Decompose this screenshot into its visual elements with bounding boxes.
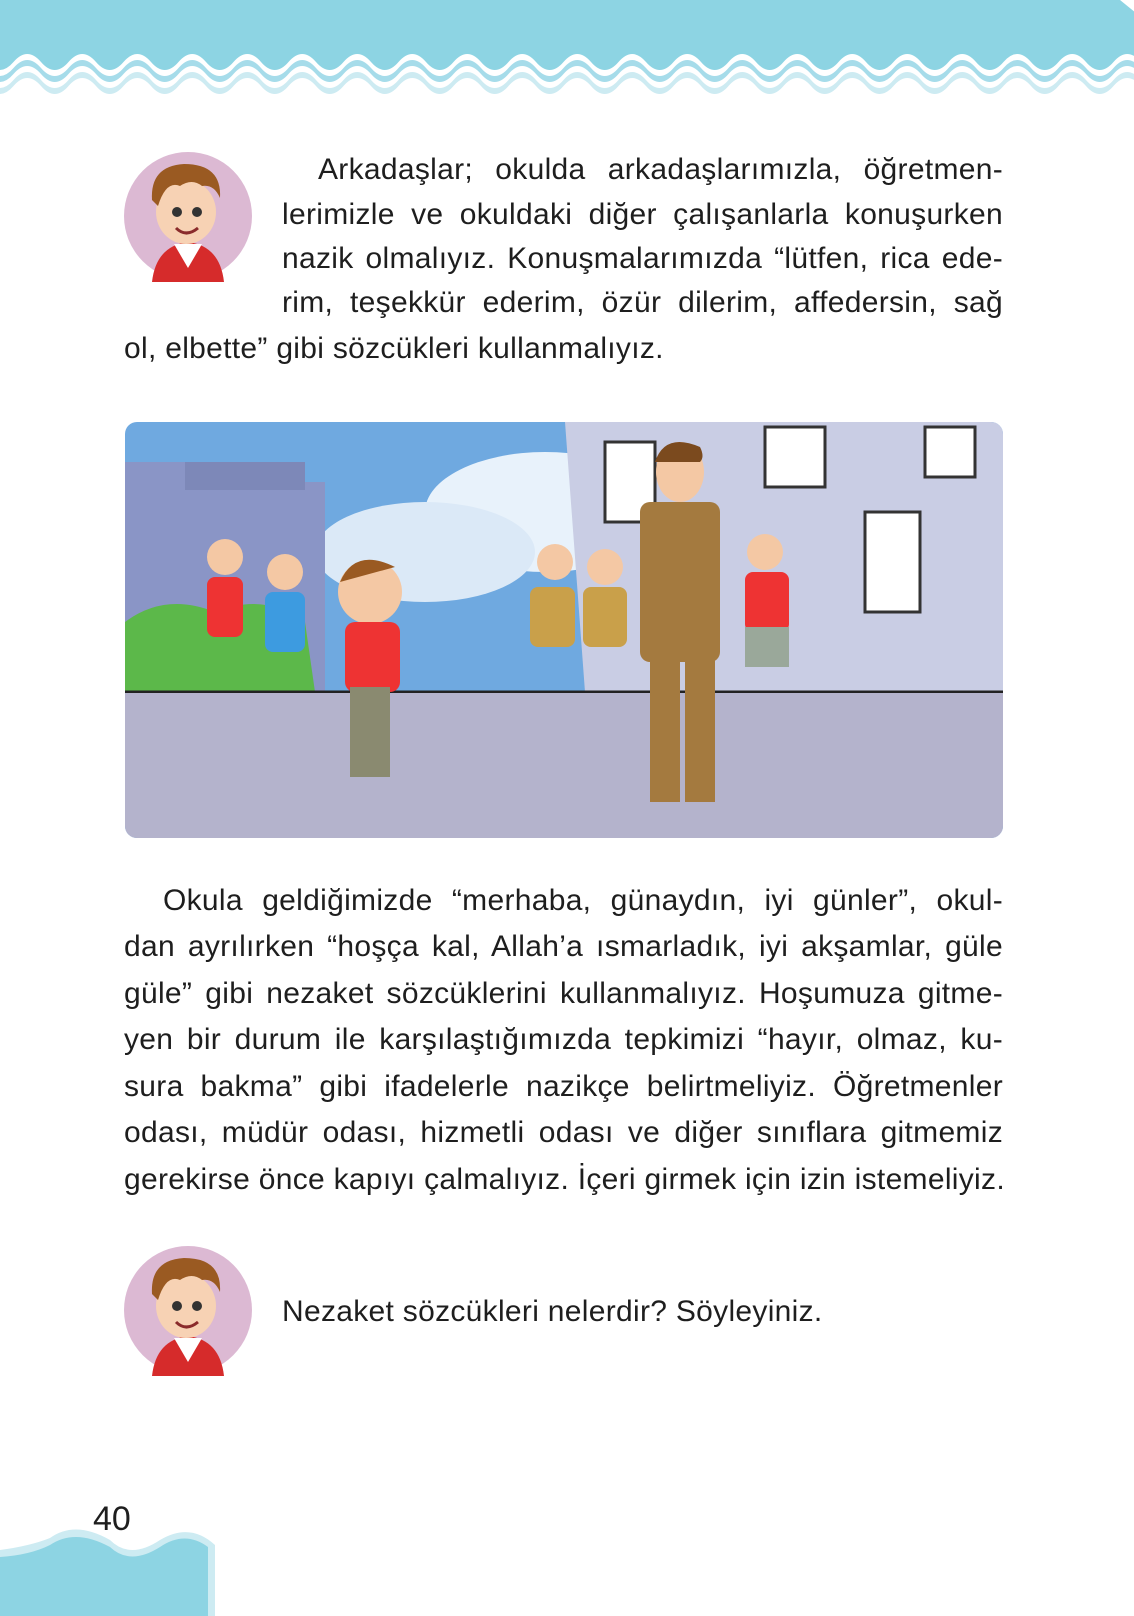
text-line: güle” gibi nezaket sözcüklerini kullanmalıyız. Hoşumuza gitme-: [124, 977, 1003, 1010]
page-number: 40: [93, 1500, 131, 1538]
text-line: odası, müdür odası, hizmetli odası ve diğer sınıflara gitmemiz: [124, 1116, 1003, 1149]
text-line: nazik olmalıyız. Konuşmalarımızda “lütfen, rica ede-: [282, 242, 1003, 275]
boy-avatar-icon: [122, 150, 254, 282]
text-line: Okula geldiğimizde “merhaba, günaydın, iyi günler”, okul-: [163, 884, 1003, 917]
boy-avatar-icon: [122, 1244, 254, 1376]
text-line: gerekirse önce kapıyı çalmalıyız. İçeri girmek için izin istemeliyiz.: [124, 1163, 1005, 1196]
school-greeting-illustration: [125, 422, 1003, 838]
text-line: dan ayrılırken “hoşça kal, Allah’a ısmarladık, iyi akşamlar, güle: [124, 930, 1003, 963]
text-line: lerimizle ve okuldaki diğer çalışanlarla konuşurken: [282, 198, 1003, 231]
top-wave-banner: [0, 0, 1134, 110]
text-line: yen bir durum ile karşılaştığımızda tepkimizi “hayır, olmaz, ku-: [124, 1023, 1003, 1056]
text-line: Arkadaşlar; okulda arkadaşlarımızla, öğretmen-: [318, 153, 1003, 186]
question-text: Nezaket sözcükleri nelerdir? Söyleyiniz.: [282, 1295, 823, 1328]
text-line: rim, teşekkür ederim, özür dilerim, affedersin, sağ: [282, 286, 1003, 319]
text-line: sura bakma” gibi ifadelerle nazikçe belirtmeliyiz. Öğretmenler: [124, 1070, 1003, 1103]
text-line: ol, elbette” gibi sözcükleri kullanmalıyız.: [124, 332, 664, 365]
